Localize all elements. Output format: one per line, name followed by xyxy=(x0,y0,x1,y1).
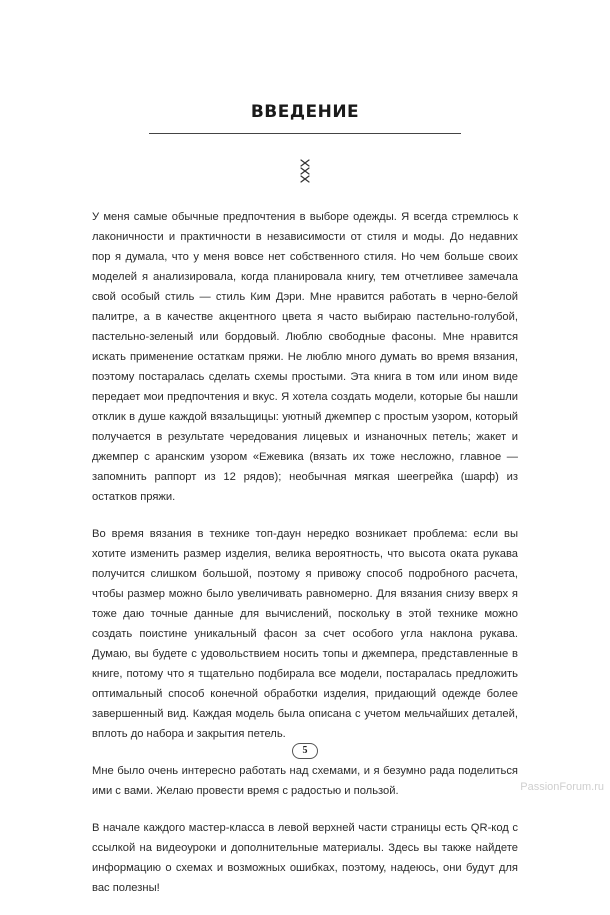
page-number: 5 xyxy=(292,743,318,759)
paragraph-2: Во время вязания в технике топ-даун нередко возникает проблема: если вы хотите изменить размер изделия, велика вероятность, что высота оката рукава получится слишком большой, поэтому я привожу способ подробного расчета, чтобы размер можно было увеличивать равномерно. Для вязания снизу вверх я тоже даю точные данные для вычислений, поскольку в этой технике можно создать поистине уникальный фасон за счет особого угла наклона рукава. Думаю, вы будете с удовольствием носить топы и джемпера, представленные в книге, потому что я тщательно подбирала все модели, постаралась предложить оптимальный способ конечной обработки изделия, придающий одежде более завершенный вид. Каждая модель была описана с учетом мельчайших деталей, вплоть до набора и закрытия петель. xyxy=(92,528,518,740)
cross-stitch-ornament-icon xyxy=(0,158,610,184)
title-rule xyxy=(149,133,461,134)
paragraph-1: У меня самые обычные предпочтения в выборе одежды. Я всегда стремлюсь к лаконичности и практичности в независимости от стиля и моды. До недавних пор я думала, что у меня вовсе нет собственного стиля. Но чем больше своих моделей я анализировала, когда планировала книгу, тем отчетливее замечала свой особый стиль — стиль Ким Дэри. Мне нравится работать в черно-белой палитре, а в качестве акцентного цвета я часто выбираю пастельно-голубой, пастельно-зеленый или бордовый. Люблю свободные фасоны. Мне нравится искать применение остаткам пряжи. Не люблю много думать во время вязания, поэтому постаралась сделать схемы простыми. Эта книга в том или ином виде передает мои предпочтения и вкус. Я хотела создать модели, которые бы нашли отклик в душе каждой вязальщицы: уютный джемпер с простым узором, который получается в результате чередования лицевых и изнаночных петель; жакет и джемпер с аранским узором «Ежевика (вязать их тоже несложно, главное — запомнить раппорт из 12 рядов); необычная мягкая шеегрейка (шарф) из остатков пряжи. xyxy=(92,211,518,503)
paragraph-4: В начале каждого мастер-класса в левой верхней части страницы есть QR-код с ссылкой на видеоуроки и дополнительные материалы. Здесь вы также найдете информацию о схемах и возможных ошибках, поэтому, надеюсь, они будут для вас полезны! xyxy=(92,822,518,894)
watermark: PassionForum.ru xyxy=(520,781,604,793)
paragraph-3: Мне было очень интересно работать над схемами, и я безумно рада поделиться ими с вами. Желаю провести время с радостью и пользой. xyxy=(92,765,518,797)
intro-text xyxy=(92,207,518,915)
chapter-title: ВВЕДЕНИЕ xyxy=(250,102,360,122)
